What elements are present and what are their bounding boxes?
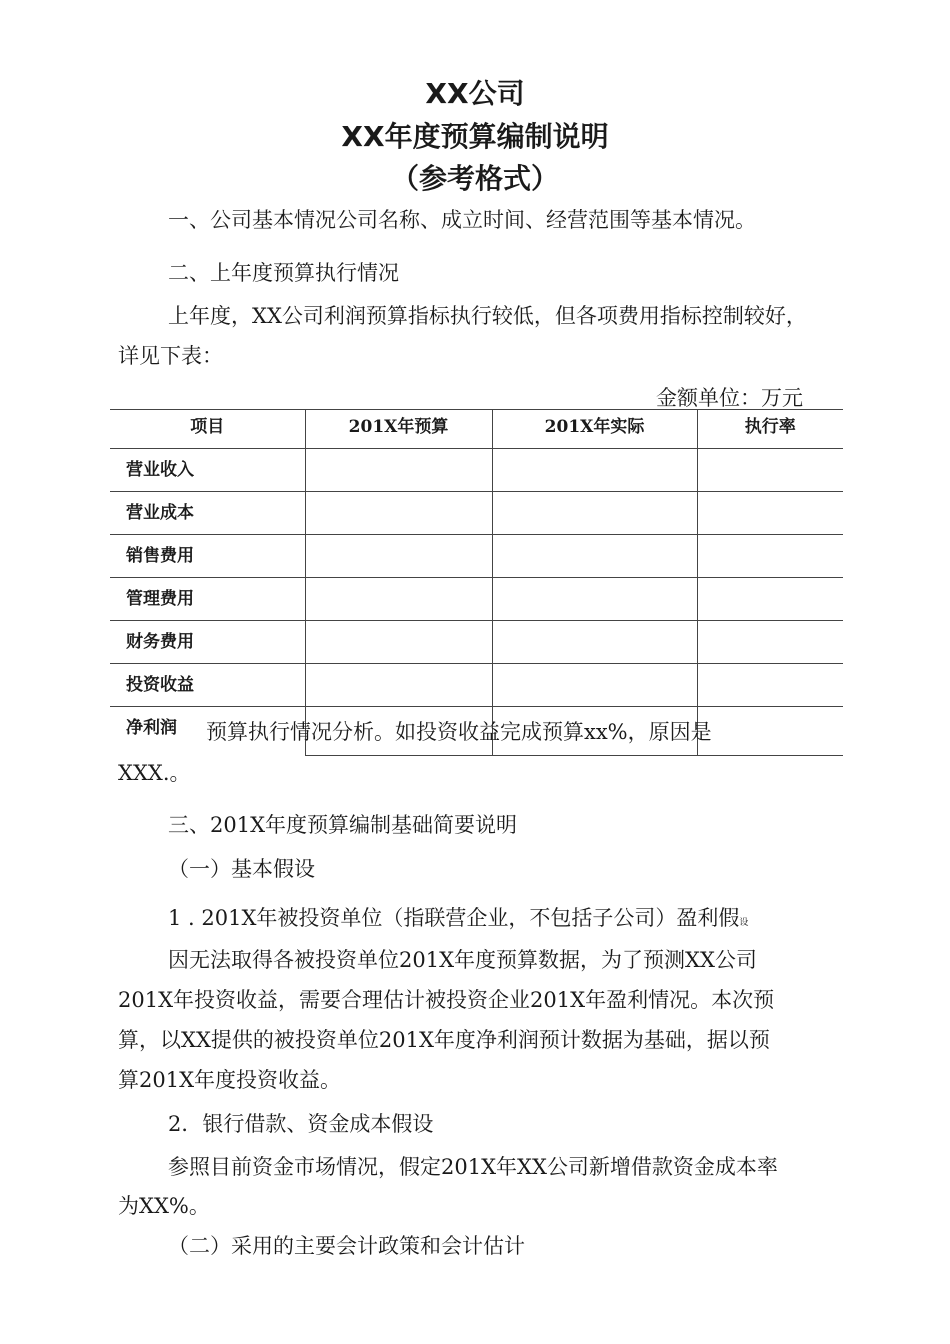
table-cell	[492, 578, 697, 621]
table-row	[110, 492, 843, 535]
item-1-title	[118, 898, 888, 943]
item-2-line-2: 为XX%。	[118, 1194, 210, 1218]
table-row	[110, 535, 843, 578]
table-cell	[697, 449, 843, 492]
subsection-2-heading: （二）采用的主要会计政策和会计估计	[168, 1234, 525, 1258]
item-1-line-3: 算，以XX提供的被投资单位201X年度净利润预计数据为基础，据以预	[118, 1028, 770, 1052]
row-label: 财务费用	[110, 621, 305, 664]
table-cell	[492, 621, 697, 664]
analysis-line-1: 预算执行情况分析。如投资收益完成预算xx%，原因是	[206, 720, 712, 744]
section-2-paragraph-line-2: 详见下表：	[118, 344, 223, 368]
item-1-title-text: 1 . 201X年被投资单位（指联营企业，不包括子公司）盈利假	[168, 906, 740, 930]
subsection-1-heading: （一）基本假设	[168, 857, 315, 881]
row-label: 营业收入	[110, 449, 305, 492]
row-label: 营业成本	[110, 492, 305, 535]
item-1-line-2: 201X年投资收益，需要合理估计被投资企业201X年盈利情况。本次预	[118, 988, 775, 1012]
section-2-paragraph-line-1: 上年度，XX公司利润预算指标执行较低，但各项费用指标控制较好，	[168, 304, 807, 328]
row-label: 净利润	[110, 707, 305, 756]
column-header-budget: 201X年预算	[305, 410, 492, 449]
column-header-actual: 201X年实际	[492, 410, 697, 449]
row-label: 管理费用	[110, 578, 305, 621]
table-cell	[492, 492, 697, 535]
table-cell	[697, 621, 843, 664]
item-1-line-1: 因无法取得各被投资单位201X年度预算数据，为了预测XX公司	[168, 948, 757, 972]
table-cell	[697, 492, 843, 535]
table-row	[110, 449, 843, 492]
row-label: 投资收益	[110, 664, 305, 707]
table-row	[110, 621, 843, 664]
analysis-line-2: XXX.。	[118, 761, 191, 785]
table-cell	[697, 664, 843, 707]
row-label: 销售费用	[110, 535, 305, 578]
column-header-item: 项目	[110, 410, 305, 449]
table-cell	[697, 535, 843, 578]
document-title: XX年度预算编制说明	[341, 120, 609, 153]
budget-execution-table	[110, 409, 843, 756]
table-cell	[305, 492, 492, 535]
section-1-text: 一、公司基本情况公司名称、成立时间、经营范围等基本情况。	[168, 208, 756, 232]
section-2-heading: 二、上年度预算执行情况	[168, 261, 399, 285]
column-header-execution-rate: 执行率	[697, 410, 843, 449]
item-1-line-4: 算201X年度投资收益。	[118, 1068, 342, 1092]
table-cell	[492, 449, 697, 492]
table-header-row	[110, 410, 843, 449]
table-row	[110, 664, 843, 707]
company-title: XX公司	[425, 77, 525, 110]
table-cell	[492, 535, 697, 578]
table-cell	[492, 664, 697, 707]
table-cell	[305, 578, 492, 621]
format-subtitle: （参考格式）	[390, 162, 559, 195]
item-1-title-tail: 设	[739, 918, 749, 928]
item-2-line-1: 参照目前资金市场情况，假定201X年XX公司新增借款资金成本率	[168, 1155, 778, 1179]
item-2-title: 2．银行借款、资金成本假设	[168, 1112, 434, 1136]
table-cell	[305, 664, 492, 707]
table-row	[110, 578, 843, 621]
table-cell	[305, 449, 492, 492]
table-cell	[305, 535, 492, 578]
table-cell	[305, 621, 492, 664]
section-3-heading: 三、201X年度预算编制基础简要说明	[168, 813, 518, 837]
table-cell	[697, 578, 843, 621]
amount-unit-note: 金额单位：万元	[656, 386, 803, 410]
